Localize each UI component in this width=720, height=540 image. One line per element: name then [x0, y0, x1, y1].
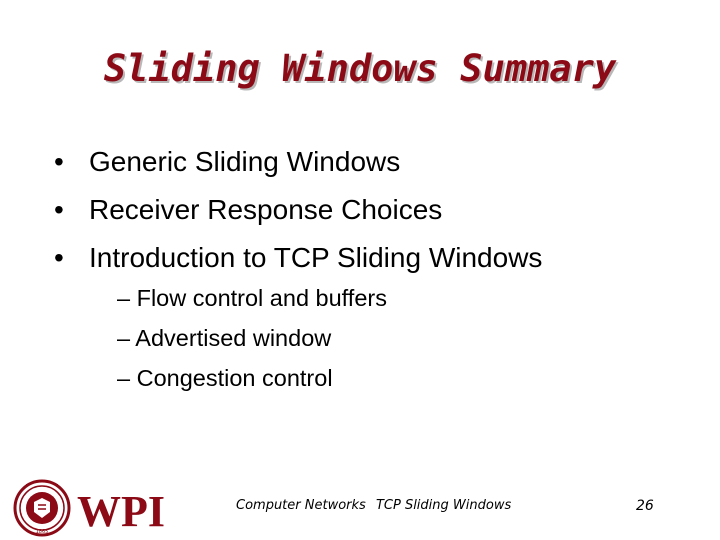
sub-bullet-item: – Congestion control: [117, 365, 333, 391]
sub-bullet-item: – Advertised window: [117, 325, 332, 351]
bullet-text: Generic Sliding Windows: [89, 146, 401, 177]
bullet-text: Introduction to TCP Sliding Windows: [89, 242, 543, 273]
wpi-wordmark: WPI: [77, 487, 165, 536]
sub-bullet-list: [117, 280, 387, 400]
seal-year-text: 1865: [35, 529, 49, 535]
footer-course: Computer Networks: [236, 498, 366, 513]
page-number: 26: [636, 498, 654, 514]
bullet-dot-icon: •: [54, 146, 64, 177]
wpi-seal-icon: [15, 481, 69, 535]
sub-bullet-item: – Flow control and buffers: [117, 285, 387, 311]
bullet-dot-icon: •: [54, 194, 64, 225]
bullet-text: Receiver Response Choices: [89, 194, 443, 225]
wpi-logo: [12, 478, 172, 538]
footer-topic: TCP Sliding Windows: [375, 498, 512, 513]
footer-course-topic: [236, 498, 511, 513]
slide-title: Sliding Windows Summary: [103, 47, 617, 90]
bullet-dot-icon: •: [54, 242, 64, 273]
